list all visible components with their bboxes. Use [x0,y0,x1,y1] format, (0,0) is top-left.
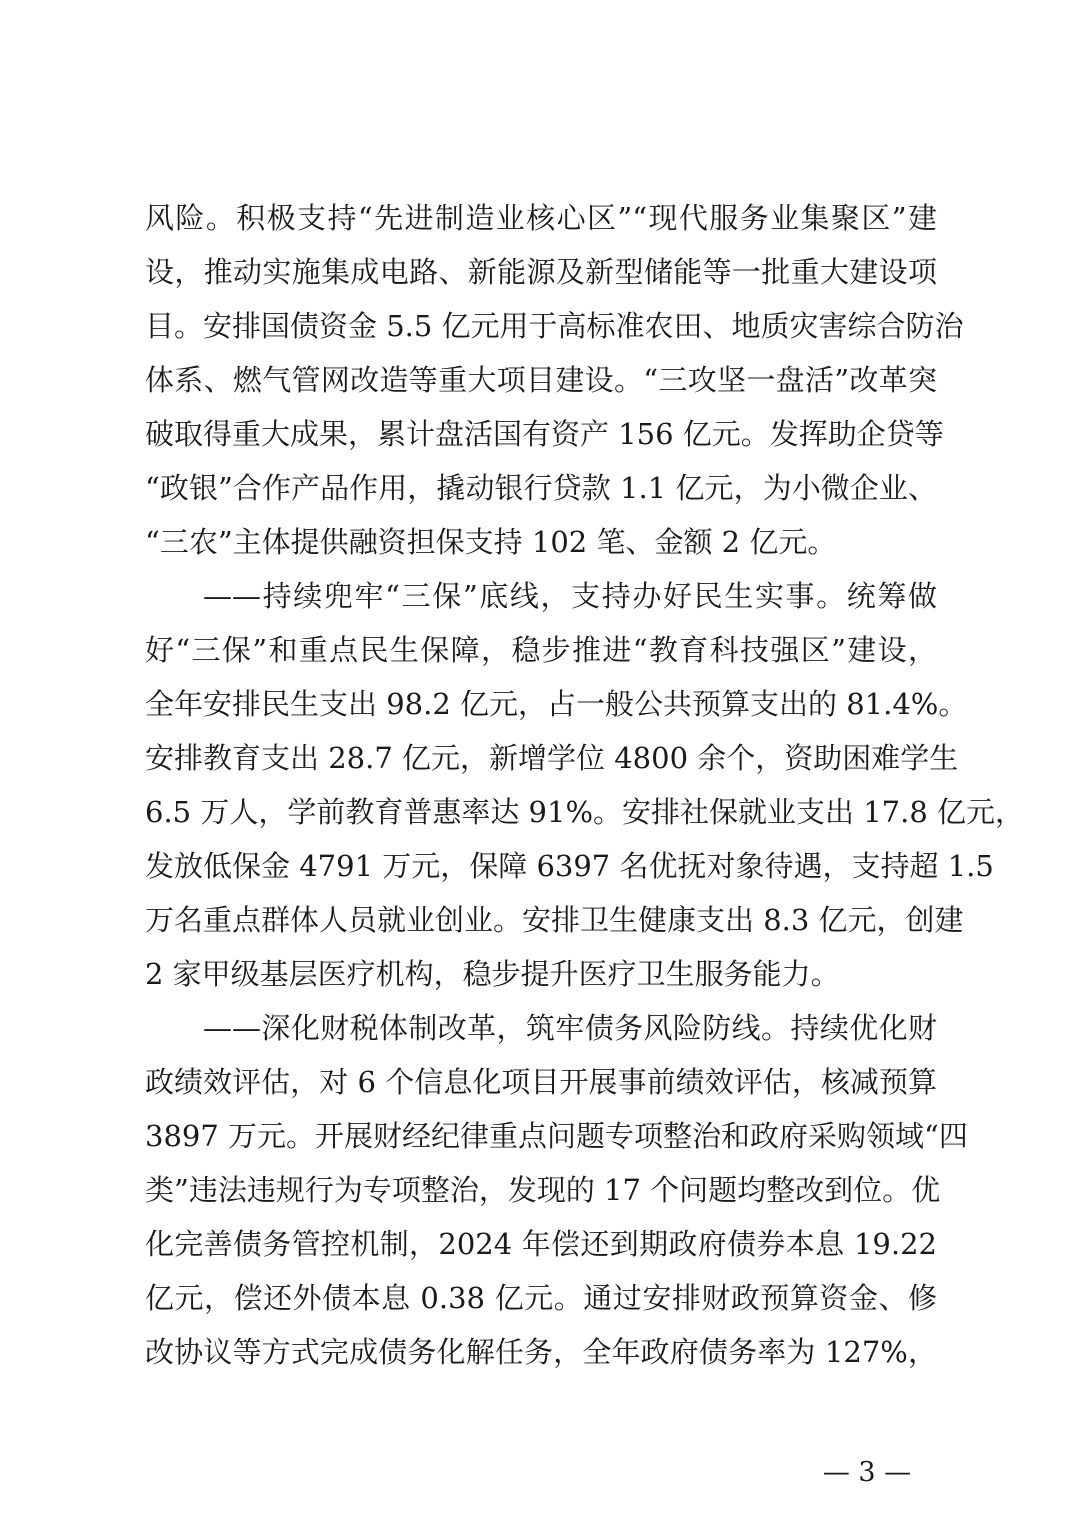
text-line: 万名重点群体人员就业创业。安排卫生健康支出 8.3 亿元，创建 [145,903,964,937]
text-line: 6.5 万人，学前教育普惠率达 91%。安排社保就业支出 17.8 亿元， [145,795,1025,829]
text-line: 发放低保金 4791 万元，保障 6397 名优抚对象待遇，支持超 1.5 [145,849,994,883]
text-line: 化完善债务管控机制，2024 年偿还到期政府债券本息 19.22 [145,1227,937,1261]
text-line: 类”违法违规行为专项整治，发现的 17 个问题均整改到位。优 [145,1173,941,1207]
text-line: 2 家甲级基层医疗机构，稳步提升医疗卫生服务能力。 [145,957,840,991]
text-line: 破取得重大成果，累计盘活国有资产 156 亿元。发挥助企贷等 [145,417,944,451]
text-line: 目。安排国债资金 5.5 亿元用于高标准农田、地质灾害综合防治 [145,309,964,343]
text-line: “三农”主体提供融资担保支持 102 笔、金额 2 亿元。 [145,525,837,559]
text-line: 好“三保”和重点民生保障，稳步推进“教育科技强区”建设， [145,633,937,667]
text-line: 设，推动实施集成电路、新能源及新型储能等一批重大建设项 [145,255,937,289]
text-line: “政银”合作产品作用，撬动银行贷款 1.1 亿元，为小微企业、 [145,471,937,505]
text-line: 风险。积极支持“先进制造业核心区”“现代服务业集聚区”建 [145,201,937,235]
page-number: — 3 — [822,1457,912,1488]
text-line: 安排教育支出 28.7 亿元，新增学位 4800 余个，资助困难学生 [145,741,959,775]
section-heading-line: ——持续兜牢“三保”底线，支持办好民生实事。统筹做 [203,579,937,613]
text-line: 亿元，偿还外债本息 0.38 亿元。通过安排财政预算资金、修 [145,1281,937,1315]
text-line: 3897 万元。开展财经纪律重点问题专项整治和政府采购领域“四 [145,1119,968,1153]
text-line: 体系、燃气管网改造等重大项目建设。“三攻坚一盘活”改革突 [145,363,937,397]
section-heading-line: ——深化财税体制改革，筑牢债务风险防线。持续优化财 [203,1011,937,1045]
text-line: 改协议等方式完成债务化解任务，全年政府债务率为 127%， [145,1335,937,1369]
text-line: 全年安排民生支出 98.2 亿元，占一般公共预算支出的 81.4%。 [145,687,968,721]
text-line: 政绩效评估，对 6 个信息化项目开展事前绩效评估，核减预算 [145,1065,937,1099]
